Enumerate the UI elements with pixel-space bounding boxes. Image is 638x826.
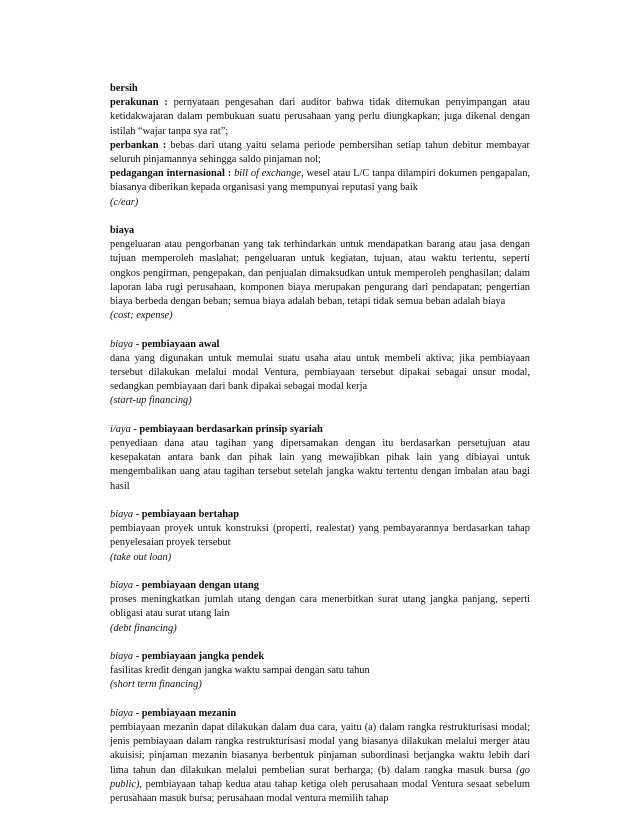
glossary-entry [110,423,530,494]
italic-text: i/aya [110,423,131,435]
definition-text: pembiayaan mezanin dapat dilakukan dalam dua cara, yaitu (a) dalam rangka restrukturisasi modal; jenis pembiayaan dalam rangka restrukturisasi modal yang biasanya dilakukan melalui merger atau akuisisi; pinjaman mezanin biasanya berbentuk pinjaman subordinasi berjangka waktu lebih dari lima tahun dan dilakukan melalui pembelian surat berharga; (b) dalam rangka masuk bursa [110,722,530,776]
glossary-entry [110,707,530,806]
italic-text: (start-up financing) [110,395,192,407]
entry-line [110,224,530,238]
italic-text: biaya [110,651,134,663]
term-text: - pembiayaan bertahap [133,509,240,521]
entry-line [110,139,530,167]
entry-line [110,622,530,636]
term-text: perakunan : [110,97,174,109]
italic-text: (cost; expense) [110,310,173,322]
entry-line [110,96,530,139]
italic-text: biaya [110,707,134,719]
glossary-entry [110,579,530,636]
term-text: - pembiayaan dengan utang [133,580,259,592]
document-page [110,82,530,806]
glossary-entry [110,650,530,693]
italic-text: biaya [110,509,134,521]
italic-text: biaya [110,580,134,592]
definition-text: bebas dari utang yaitu selama periode pembersihan setiap tahun debitur membayar seluruh pinjamannya sehingga saldo pinjaman nol; [110,139,530,166]
definition-text: pembiayaan tahap kedua atau tahap ketiga oleh perusahaan modal Ventura sesaat sebelum perusahaan masuk bursa; perusahaan modal ventura memilih tahap [110,778,530,805]
entry-line [110,309,530,323]
entry-line [110,196,530,210]
entry-line [110,721,530,806]
definition-text: wesel atau L/C tanpa dilampiri dokumen pengapalan, biasanya diberikan kepada organisasi yang mempunyai reputasi yang baik [110,168,530,194]
italic-text: (go public), [110,764,530,790]
italic-text: bill of exchange, [234,168,304,180]
term-text: - pembiayaan berdasarkan prinsip syariah [130,423,323,435]
definition-text: penyediaan dana atau tagihan yang dipersamakan dengan itu berdasarkan persetujuan atau kesepakatan antara bank dan pihak lain yang mewajibkan pihak lain yang dibiayai untuk mengembalikan uang atau tagihan tersebut setelah jangka waktu tertentu dengan imbalan atau bagi hasil [110,438,530,492]
entry-spacer [110,693,530,707]
term-text: biaya [110,225,135,237]
entry-line [110,664,530,678]
glossary-entry [110,508,530,565]
definition-text: pernyataan pengesahan dari auditor bahwa tidak ditemukan penyimpangan atau ketidakwajaran dalam pembukuan suatu perusahaan yang perlu diungkapkan; juga dikenal dengan istilah “wajar tanpa sya rat”; [110,97,530,137]
term-text: pedagangan internasional : [110,168,235,180]
definition-text: fasilitas kredit dengan jangka waktu sampai dengan satu tahun [110,665,370,677]
entry-line [110,338,530,352]
definition-text: pengeluaran atau pengorbanan yang tak terhindarkan untuk mendapatkan barang atau jasa dengan tujuan memperoleh maslahat; pengeluaran untuk kegiatan, tujuan, atau waktu tertentu, seperti ongkos pengirman, pengepakan, dan penjualan dimaksudkan untuk memperoleh penghasilan; dalam laporan laba rugi perusahaan, komponen biaya merupakan pengurang dari pendapatan; pengertian biaya berbeda dengan beban; semua biaya adalah beban, tetapi tidak semua beban adalah biaya [110,239,530,308]
entry-line [110,394,530,408]
entry-line [110,437,530,494]
entry-line [110,238,530,309]
entry-line [110,522,530,550]
entry-spacer [110,409,530,423]
entry-spacer [110,494,530,508]
definition-text: proses meningkatkan jumlah utang dengan cara menerbitkan surat utang jangka panjang, seperti obligasi atau surat utang lain [110,594,530,620]
italic-text: (debt financing) [110,622,177,634]
entry-line [110,650,530,664]
entry-line [110,678,530,692]
term-text: perbankan : [110,139,171,151]
definition-text: dana yang digunakan untuk memulai suatu usaha atau untuk membeli aktiva; jika pembiayaan tersebut dilakukan melalui modal Ventura, pembiayaan tersebut dipakai sebagai unsur modal, sedangkan pembiayaan dari bank dipakai sebagai modal kerja [110,352,530,393]
term-text: bersih [110,83,138,94]
italic-text: (short term financing) [110,679,202,691]
entry-line [110,352,530,395]
term-text: - pembiayaan jangka pendek [133,651,265,663]
glossary-entry [110,338,530,409]
term-text: - pembiayaan awal [133,338,220,350]
entry-line [110,579,530,593]
entry-spacer [110,636,530,650]
entry-line [110,593,530,621]
entry-line [110,707,530,721]
entry-line [110,551,530,565]
italic-text: (c/ear) [110,196,139,208]
italic-text: biaya [110,338,134,350]
entry-spacer [110,565,530,579]
entry-spacer [110,210,530,224]
glossary-entry [110,82,530,210]
entry-line [110,423,530,437]
italic-text: (take out loan) [110,551,172,563]
entry-line [110,167,530,195]
entry-line [110,508,530,522]
glossary-entry [110,224,530,323]
definition-text: pembiayaan proyek untuk konstruksi (properti, realestat) yang pembayarannya berdasarkan tahap penyelesaian proyek tersebut [110,523,530,549]
entry-line [110,82,530,96]
term-text: - pembiayaan mezanin [133,707,237,719]
entry-spacer [110,323,530,337]
